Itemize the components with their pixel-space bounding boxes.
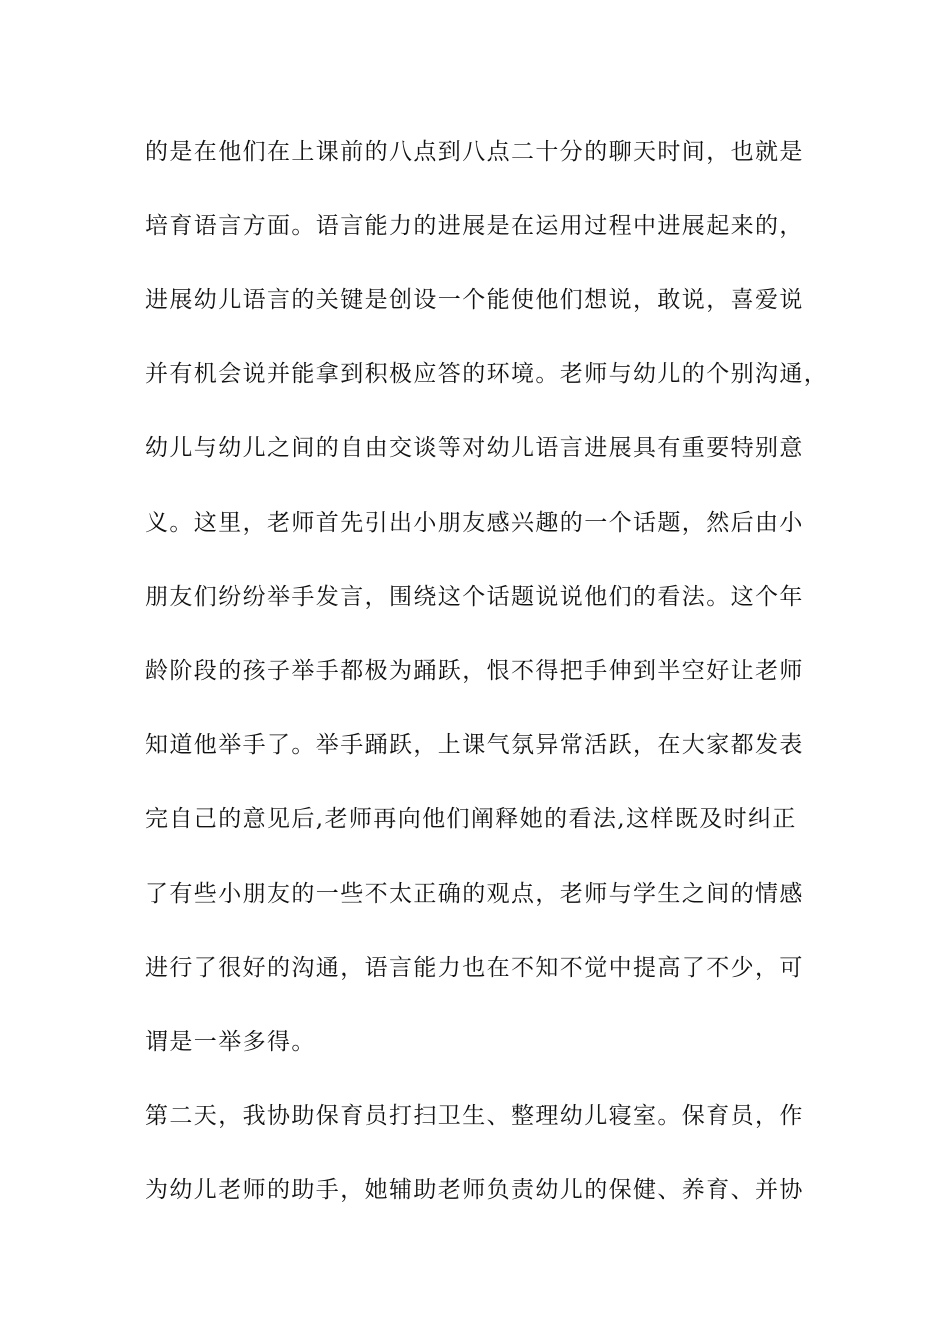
text-line-3: 进展幼儿语言的关键是创设一个能使他们想说，敢说，喜爱说 <box>145 287 804 313</box>
text-line-8: 龄阶段的孩子举手都极为踊跃，恨不得把手伸到半空好让老师 <box>145 658 804 684</box>
text-line-13: 谓是一举多得。 <box>145 1029 316 1055</box>
text-line-1: 的是在他们在上课前的八点到八点二十分的聊天时间，也就是 <box>145 139 804 165</box>
text-line-5: 幼儿与幼儿之间的自由交谈等对幼儿语言进展具有重要特别意 <box>145 435 804 461</box>
text-line-9: 知道他举手了。举手踊跃，上课气氛异常活跃，在大家都发表 <box>145 732 804 758</box>
text-line-12: 进行了很好的沟通，语言能力也在不知不觉中提高了不少，可 <box>145 955 804 981</box>
text-line-11: 了有些小朋友的一些不太正确的观点，老师与学生之间的情感 <box>145 881 804 907</box>
text-line-10: 完自己的意见后,老师再向他们阐释她的看法,这样既及时纠正 <box>145 806 797 832</box>
text-line-6: 义。这里，老师首先引出小朋友感兴趣的一个话题，然后由小 <box>145 510 804 536</box>
text-line-14: 第二天，我协助保育员打扫卫生、整理幼儿寝室。保育员，作 <box>145 1103 804 1129</box>
text-line-4: 并有机会说并能拿到积极应答的环境。老师与幼儿的个别沟通， <box>145 361 829 387</box>
text-line-15: 为幼儿老师的助手，她辅助老师负责幼儿的保健、养育、并协 <box>145 1177 804 1203</box>
text-line-7: 朋友们纷纷举手发言，围绕这个话题说说他们的看法。这个年 <box>145 584 804 610</box>
text-line-2: 培育语言方面。语言能力的进展是在运用过程中进展起来的， <box>145 213 804 239</box>
